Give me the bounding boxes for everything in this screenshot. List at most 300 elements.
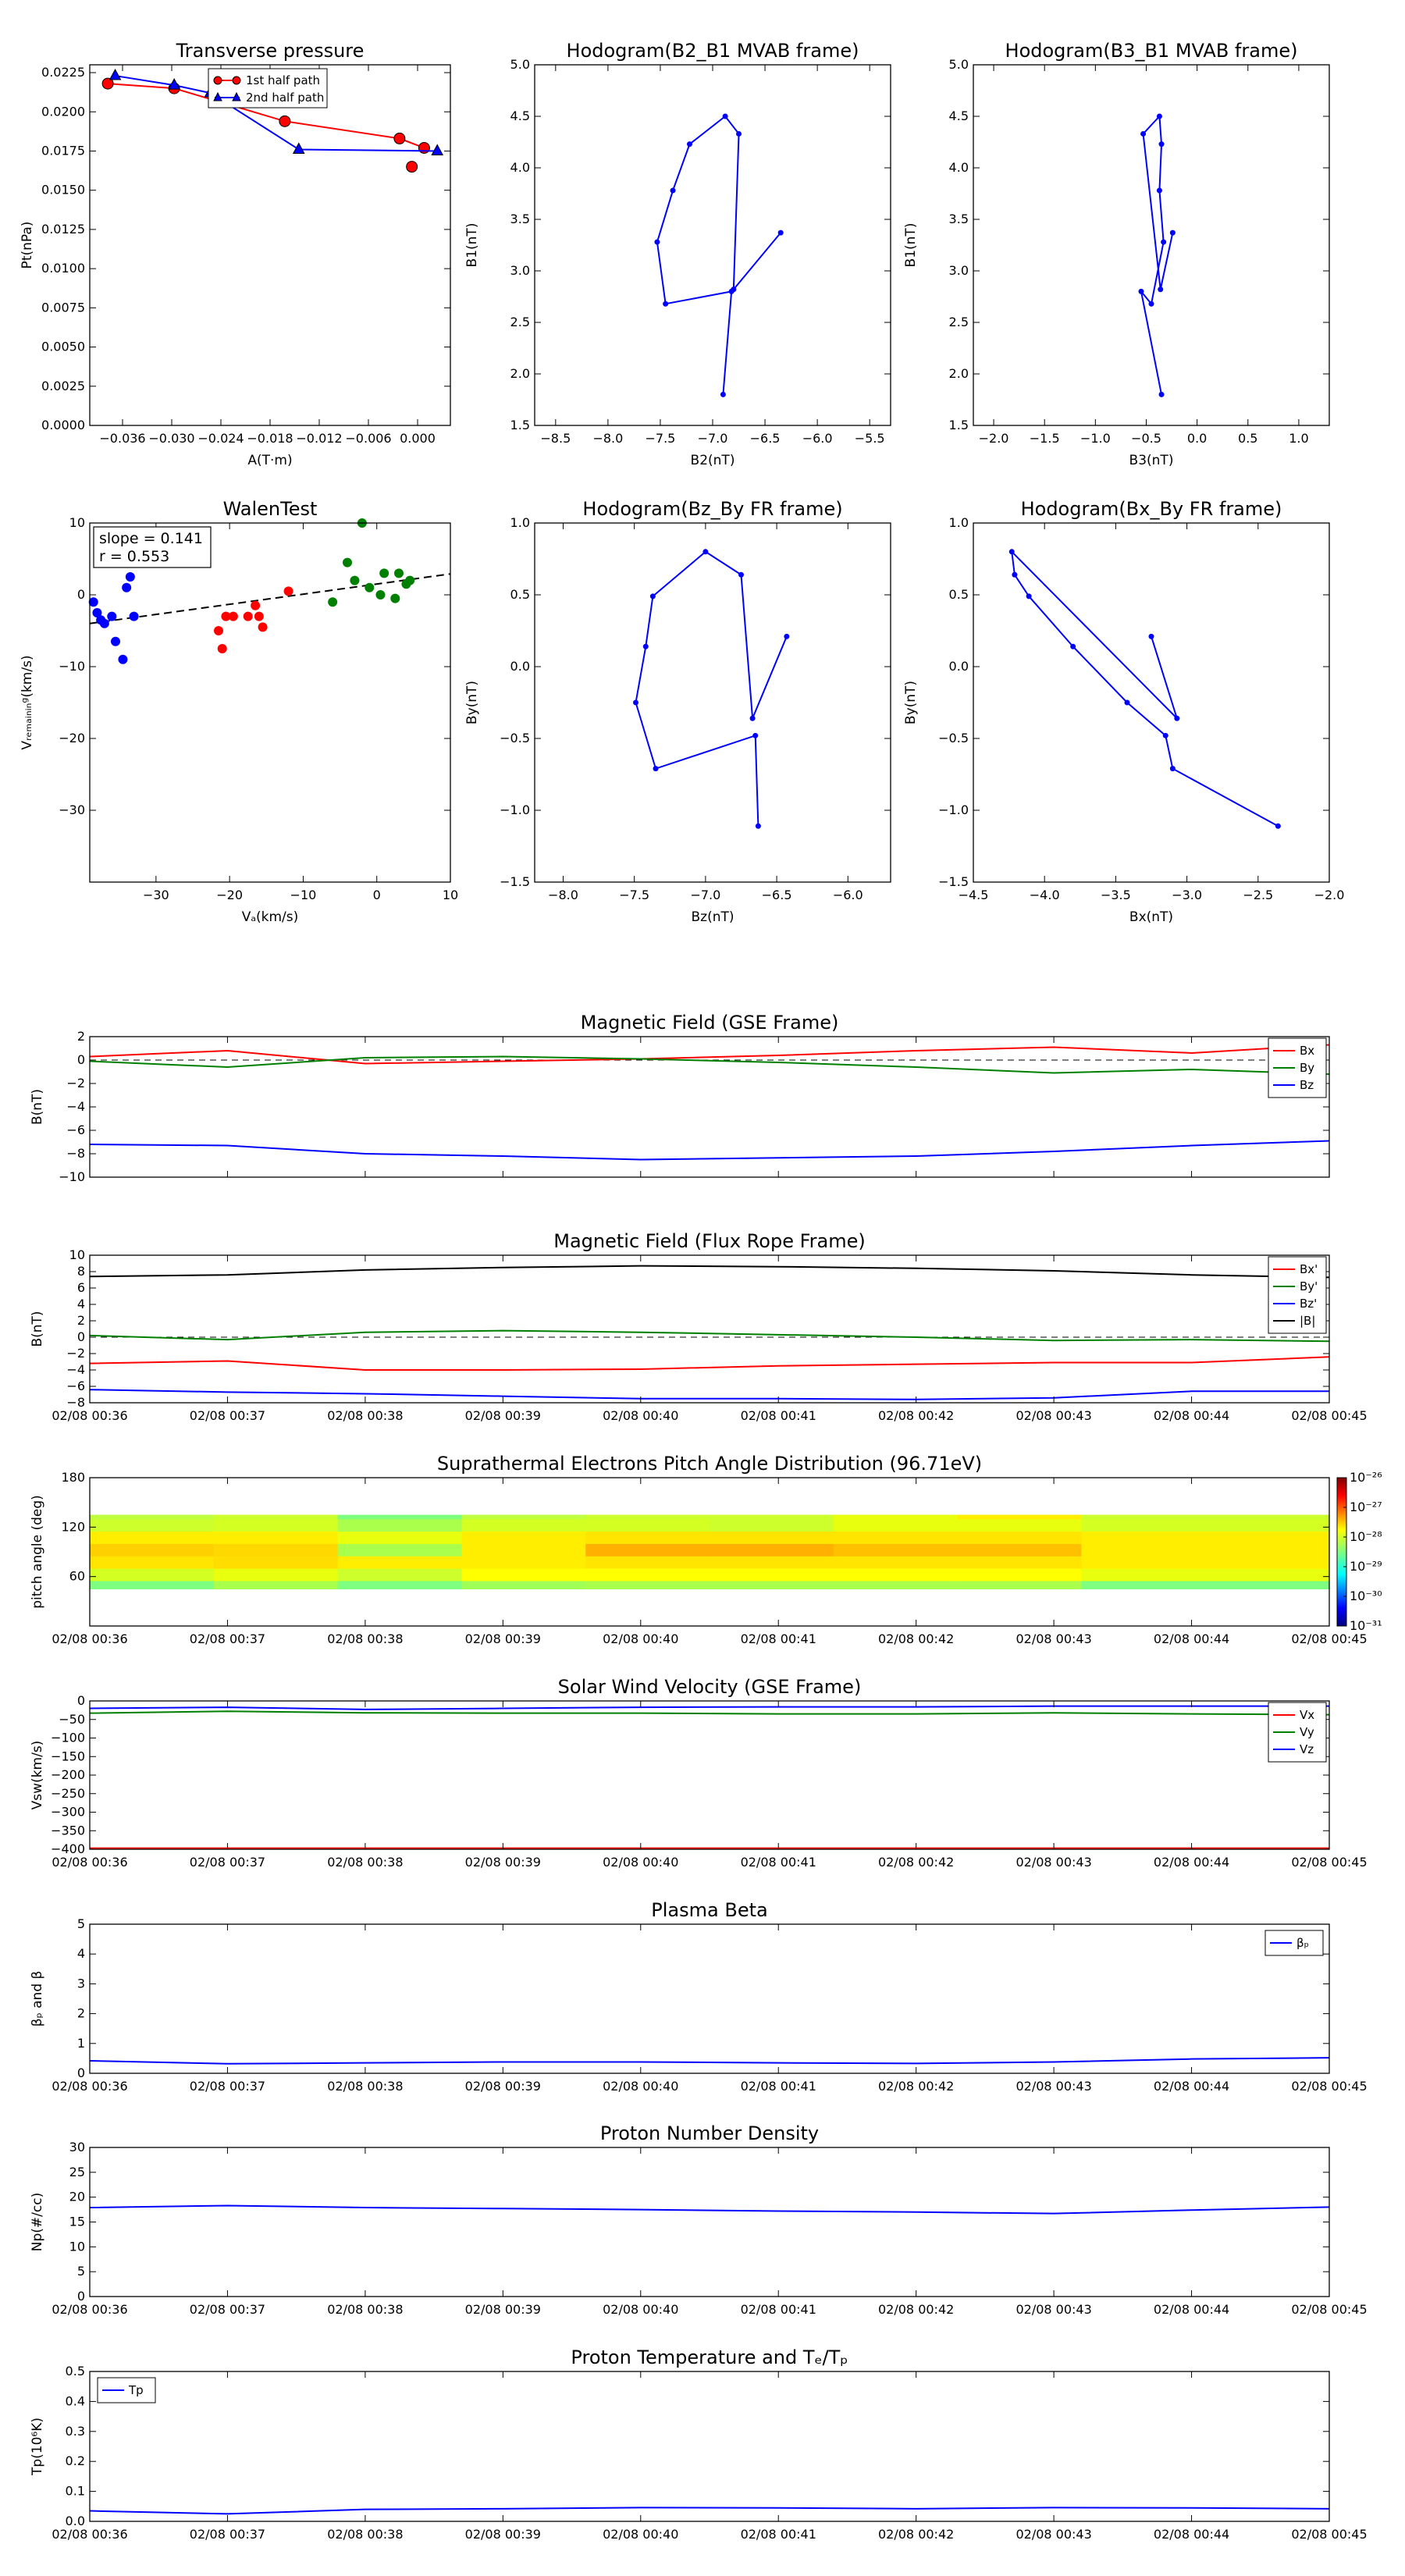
y-tick-label: 0.5 [65, 2364, 85, 2379]
x-tick-label: −1.5 [1029, 431, 1060, 446]
heatmap-cell [1205, 1568, 1329, 1581]
x-tick-label: 02/08 00:38 [327, 1408, 404, 1423]
y-tick-label: −8 [66, 1146, 85, 1161]
heatmap-cell [585, 1581, 710, 1589]
heatmap-cell [710, 1556, 834, 1568]
y-tick-label: −6 [66, 1379, 85, 1393]
heatmap-cell [90, 1532, 214, 1544]
x-tick-label: 0.5 [1238, 431, 1258, 446]
chart-title: Hodogram(Bx_By FR frame) [1020, 498, 1282, 520]
y-tick-label: 4 [76, 1297, 85, 1311]
x-tick-label: −3.0 [1172, 888, 1203, 902]
x-tick-label: 02/08 00:44 [1153, 2302, 1230, 2317]
x-tick-label: 02/08 00:45 [1291, 1408, 1368, 1423]
data-point [1070, 644, 1076, 649]
y-tick-label: 1.0 [510, 515, 530, 530]
heatmap-cell [834, 1543, 958, 1556]
y-tick-label: 6 [76, 1280, 85, 1295]
y-tick-label: 4.5 [510, 109, 530, 123]
y-tick-label: −0.5 [938, 731, 969, 745]
legend-label: Vx [1300, 1708, 1315, 1722]
x-tick-label: 02/08 00:45 [1291, 1855, 1368, 1870]
heatmap-cell [338, 1568, 462, 1581]
heatmap-cell [214, 1556, 338, 1568]
x-tick-label: 02/08 00:38 [327, 2527, 404, 2542]
heatmap-cell [958, 1515, 1082, 1520]
sw-velocity-chart [30, 1676, 1368, 1870]
x-tick-label: −10 [290, 888, 317, 902]
x-tick-label: 02/08 00:39 [464, 1408, 541, 1423]
annotation-text: slope = 0.141 [99, 530, 203, 547]
y-tick-label: −8 [66, 1395, 85, 1410]
heatmap-cell [585, 1543, 710, 1556]
y-tick-label: −350 [51, 1823, 85, 1838]
heatmap-cell [338, 1556, 462, 1568]
y-tick-label: −150 [51, 1749, 85, 1764]
x-tick-label: 02/08 00:42 [878, 1631, 955, 1646]
y-tick-label: 0.0 [510, 659, 530, 674]
data-point [254, 612, 264, 621]
x-tick-label: 02/08 00:37 [189, 2079, 266, 2094]
heatmap-cell [585, 1519, 710, 1532]
chart-title: Hodogram(Bz_By FR frame) [582, 498, 843, 520]
y-axis-label: βₚ and β [30, 1970, 45, 2027]
heatmap-cell [958, 1581, 1082, 1589]
x-tick-label: −0.006 [345, 431, 392, 446]
data-point [1009, 549, 1015, 554]
heatmap-cell [461, 1543, 585, 1556]
x-tick-label: 02/08 00:38 [327, 2079, 404, 2094]
data-point [229, 612, 238, 621]
heatmap-cell [338, 1543, 462, 1556]
x-tick-label: 02/08 00:43 [1016, 1855, 1092, 1870]
x-tick-label: −2.0 [1314, 888, 1345, 902]
chart-title: Suprathermal Electrons Pitch Angle Distribution (96.71eV) [436, 1453, 983, 1475]
data-point [1170, 766, 1176, 771]
y-tick-label: 5 [76, 1916, 85, 1931]
y-tick-label: 0.3 [65, 2423, 85, 2439]
y-axis-label: Vᵣₑₘₐᵢₙᵢₙᵍ(km/s) [20, 655, 35, 750]
y-tick-label: 0.4 [65, 2393, 85, 2409]
y-tick-label: 1.5 [510, 418, 530, 432]
x-tick-label: −0.018 [247, 431, 293, 446]
data-point [110, 69, 121, 80]
data-point [650, 593, 656, 599]
heatmap-cell [214, 1532, 338, 1544]
y-axis-label: Vsw(km/s) [30, 1740, 45, 1810]
x-tick-label: 02/08 00:37 [189, 2527, 266, 2542]
heatmap-cell [338, 1519, 462, 1532]
heatmap-cell [1205, 1556, 1329, 1568]
heatmap-cell [834, 1532, 958, 1544]
data-point [432, 144, 443, 155]
y-tick-label: −1.5 [500, 874, 530, 889]
data-point [1124, 700, 1129, 706]
legend-label: Tp [129, 2383, 144, 2397]
y-tick-label: 15 [69, 2214, 85, 2229]
colorbar-tick-label: 10⁻²⁶ [1350, 1470, 1382, 1485]
walen-test-chart [20, 498, 458, 925]
plot-frame [90, 1701, 1329, 1849]
data-point [244, 612, 253, 621]
hodogram-b2-b1-chart [464, 40, 891, 468]
y-tick-label: −1.0 [938, 802, 969, 817]
x-tick-label: −7.5 [619, 888, 650, 902]
heatmap-cell [338, 1581, 462, 1589]
heatmap-cell [214, 1543, 338, 1556]
data-point [100, 619, 109, 628]
data-point [111, 637, 120, 646]
x-tick-label: 02/08 00:40 [603, 2527, 679, 2542]
heatmap-cell [461, 1519, 585, 1532]
series-line [90, 1357, 1329, 1370]
x-tick-label: 02/08 00:38 [327, 1855, 404, 1870]
x-tick-label: 02/08 00:42 [878, 2302, 955, 2317]
y-axis-label: B1(nT) [464, 222, 480, 268]
y-tick-label: 0.0175 [41, 143, 85, 158]
x-tick-label: −0.012 [296, 431, 343, 446]
x-tick-label: 02/08 00:39 [464, 1855, 541, 1870]
x-tick-label: −6.0 [832, 888, 863, 902]
y-tick-label: 1 [76, 2035, 85, 2051]
y-tick-label: −2 [66, 1076, 85, 1091]
data-point [1159, 392, 1165, 397]
heatmap-cell [1081, 1568, 1205, 1581]
series-line [90, 1706, 1329, 1710]
series-line [90, 1057, 1329, 1075]
y-axis-label: B(nT) [30, 1088, 45, 1126]
x-axis-label: Vₐ(km/s) [241, 909, 299, 925]
transverse-pressure-chart [20, 40, 450, 468]
series-line [1012, 552, 1278, 826]
heatmap-cell [214, 1515, 338, 1520]
annotation-text: r = 0.553 [99, 548, 170, 565]
x-tick-label: 02/08 00:42 [878, 1408, 955, 1423]
y-tick-label: 0.0075 [41, 300, 85, 315]
data-point [214, 626, 223, 635]
data-point [284, 586, 293, 596]
data-point [784, 634, 789, 639]
x-tick-label: 02/08 00:42 [878, 2079, 955, 2094]
y-tick-label: −6 [66, 1123, 85, 1137]
y-tick-label: 0.0125 [41, 221, 85, 237]
y-tick-label: 0.0150 [41, 182, 85, 197]
x-tick-label: −2.0 [978, 431, 1009, 446]
data-point [736, 131, 742, 137]
data-point [1159, 141, 1165, 147]
x-tick-label: −6.5 [761, 888, 792, 902]
x-tick-label: 02/08 00:42 [878, 1855, 955, 1870]
heatmap-cell [90, 1543, 214, 1556]
chart-title: Magnetic Field (Flux Rope Frame) [553, 1230, 866, 1252]
heatmap-cell [90, 1515, 214, 1520]
y-tick-label: 0.2 [65, 2453, 85, 2469]
x-tick-label: −0.030 [148, 431, 195, 446]
data-point [1157, 188, 1162, 194]
y-tick-label: 3.5 [510, 212, 530, 226]
data-point [778, 230, 784, 236]
x-tick-label: 02/08 00:41 [740, 2079, 816, 2094]
chart-title: Magnetic Field (GSE Frame) [580, 1012, 839, 1034]
series-line [90, 2507, 1329, 2514]
hodogram-bz-by-chart [464, 498, 891, 925]
heatmap-cell [834, 1556, 958, 1568]
plot-frame [973, 523, 1329, 882]
x-tick-label: 02/08 00:40 [603, 1855, 679, 1870]
data-point [350, 576, 359, 585]
data-point [654, 240, 660, 245]
x-tick-label: 02/08 00:44 [1153, 2527, 1230, 2542]
colorbar [1337, 1478, 1346, 1626]
series-line [90, 1141, 1329, 1160]
x-tick-label: 02/08 00:43 [1016, 2302, 1092, 2317]
x-tick-label: 10 [442, 888, 459, 902]
plot-frame [90, 2371, 1329, 2521]
x-tick-label: 0.0 [1186, 431, 1208, 446]
x-tick-label: 02/08 00:39 [464, 1631, 541, 1646]
data-point [293, 143, 304, 153]
data-point [328, 597, 337, 607]
legend-marker [214, 76, 222, 84]
plot-frame [90, 1255, 1329, 1403]
x-tick-label: 02/08 00:45 [1291, 1631, 1368, 1646]
data-point [1158, 286, 1163, 292]
data-point [723, 114, 728, 119]
x-tick-label: −4.0 [1029, 888, 1060, 902]
y-tick-label: 120 [61, 1519, 85, 1535]
chart-title: Plasma Beta [651, 1899, 768, 1921]
data-point [1170, 230, 1176, 236]
data-point [720, 392, 726, 397]
y-tick-label: −4 [66, 1362, 85, 1377]
heatmap-cell [461, 1556, 585, 1568]
legend-label: Vz [1300, 1742, 1314, 1756]
series-line [90, 1331, 1329, 1342]
heatmap-cell [214, 1581, 338, 1589]
heatmap-cell [90, 1556, 214, 1568]
heatmap-cell [338, 1515, 462, 1520]
x-tick-label: 02/08 00:37 [189, 1408, 266, 1423]
y-tick-label: 3.0 [510, 263, 530, 278]
x-tick-label: 02/08 00:36 [52, 1631, 128, 1646]
data-point [738, 572, 744, 578]
y-tick-label: 30 [69, 2140, 85, 2154]
y-tick-label: 4 [76, 1946, 85, 1962]
data-point [1026, 593, 1032, 599]
y-axis-label: pitch angle (deg) [30, 1495, 45, 1609]
y-tick-label: 2.0 [948, 366, 969, 381]
legend-label: Bz [1300, 1078, 1314, 1092]
plasma-beta-chart [30, 1899, 1368, 2094]
x-tick-label: 02/08 00:44 [1153, 1408, 1230, 1423]
legend-label: 2nd half path [246, 91, 325, 105]
y-tick-label: 2.5 [948, 315, 969, 329]
y-axis-label: By(nT) [464, 680, 480, 725]
x-axis-label: B2(nT) [690, 453, 735, 468]
heatmap-cell [1081, 1543, 1205, 1556]
data-point [258, 622, 268, 632]
colorbar-tick-label: 10⁻³¹ [1350, 1618, 1382, 1633]
y-tick-label: 0.0 [65, 2514, 85, 2528]
x-tick-label: −20 [216, 888, 244, 902]
data-point [643, 644, 649, 649]
heatmap-cell [834, 1568, 958, 1581]
x-tick-label: −6.0 [802, 431, 833, 446]
heatmap-cell [958, 1543, 1082, 1556]
x-tick-label: 02/08 00:36 [52, 2527, 128, 2542]
heatmap-cell [90, 1568, 214, 1581]
series-line [90, 1389, 1329, 1400]
y-axis-label: B(nT) [30, 1311, 45, 1347]
data-point [663, 301, 668, 307]
legend-marker [233, 76, 240, 84]
x-tick-label: −4.5 [958, 888, 989, 902]
y-tick-label: 0.0100 [41, 261, 85, 276]
data-point [379, 568, 389, 578]
plot-frame [535, 523, 891, 882]
x-tick-label: −6.5 [749, 431, 781, 446]
data-point [405, 576, 414, 585]
x-tick-label: −5.5 [854, 431, 885, 446]
x-tick-label: −7.0 [690, 888, 721, 902]
heatmap-cell [338, 1532, 462, 1544]
series-line [636, 552, 787, 826]
x-tick-label: 02/08 00:39 [464, 2079, 541, 2094]
y-tick-label: −20 [59, 731, 85, 745]
heatmap-cell [90, 1519, 214, 1532]
y-tick-label: −300 [51, 1804, 85, 1820]
chart-title: Transverse pressure [176, 40, 365, 62]
x-tick-label: 02/08 00:44 [1153, 1631, 1230, 1646]
x-axis-label: B3(nT) [1129, 453, 1174, 468]
x-tick-label: 02/08 00:43 [1016, 2527, 1092, 2542]
heatmap-cell [1081, 1581, 1205, 1589]
data-point [633, 700, 638, 706]
x-tick-label: −8.0 [548, 888, 578, 902]
y-tick-label: −2 [66, 1346, 85, 1361]
heatmap-cell [710, 1568, 834, 1581]
hodogram-b3-b1-chart [903, 40, 1329, 468]
x-tick-label: 02/08 00:38 [327, 1631, 404, 1646]
x-axis-label: Bz(nT) [691, 909, 735, 925]
legend-label: Bz' [1300, 1297, 1318, 1311]
heatmap-cell [214, 1519, 338, 1532]
heatmap-cell [585, 1515, 710, 1520]
hodogram-bx-by-chart [903, 498, 1344, 925]
x-tick-label: 02/08 00:45 [1291, 2079, 1368, 2094]
data-point [653, 766, 659, 771]
heatmap-cell [1081, 1515, 1205, 1520]
y-tick-label: 0.0 [948, 659, 969, 674]
y-tick-label: 1.0 [948, 515, 969, 530]
y-tick-label: −50 [59, 1711, 85, 1727]
y-tick-label: 0 [76, 1693, 85, 1708]
heatmap-cell [90, 1581, 214, 1589]
chart-title: Hodogram(B3_B1 MVAB frame) [1005, 40, 1298, 62]
heatmap-cell [710, 1543, 834, 1556]
data-point [394, 133, 405, 144]
legend-label: Bx' [1300, 1262, 1318, 1276]
y-tick-label: 2 [76, 1029, 85, 1044]
legend-label: 1st half path [246, 73, 321, 87]
heatmap-cell [710, 1519, 834, 1532]
heatmap-cell [958, 1519, 1082, 1532]
data-point [687, 141, 692, 147]
data-point [251, 601, 260, 610]
x-tick-label: −0.5 [1131, 431, 1161, 446]
y-tick-label: 0 [76, 1329, 85, 1344]
x-tick-label: 02/08 00:45 [1291, 2302, 1368, 2317]
y-tick-label: −10 [59, 659, 85, 674]
data-point [1149, 634, 1154, 639]
colorbar-tick-label: 10⁻²⁷ [1350, 1500, 1382, 1514]
y-tick-label: 4.0 [948, 160, 969, 175]
data-point [279, 116, 290, 126]
heatmap-cell [585, 1556, 710, 1568]
x-tick-label: −0.036 [99, 431, 146, 446]
data-point [756, 824, 761, 829]
y-tick-label: 5.0 [948, 57, 969, 72]
y-tick-label: 8 [76, 1264, 85, 1279]
legend-label: Vy [1300, 1725, 1314, 1739]
y-tick-label: 2.5 [510, 315, 530, 329]
chart-title: Solar Wind Velocity (GSE Frame) [557, 1676, 862, 1698]
heatmap-cell [461, 1532, 585, 1544]
series-line [90, 1266, 1329, 1278]
heatmap-cell [461, 1581, 585, 1589]
y-tick-label: −4 [66, 1099, 85, 1114]
y-tick-label: 1.5 [948, 418, 969, 432]
data-point [126, 572, 135, 582]
x-tick-label: 02/08 00:41 [740, 1855, 816, 1870]
heatmap-cell [710, 1515, 834, 1520]
x-tick-label: 02/08 00:43 [1016, 1408, 1092, 1423]
heatmap-cell [834, 1519, 958, 1532]
y-tick-label: 0.5 [948, 587, 969, 602]
heatmap-cell [958, 1532, 1082, 1544]
x-tick-label: 02/08 00:40 [603, 1408, 679, 1423]
chart-title: WalenTest [222, 498, 318, 520]
data-point [390, 594, 400, 603]
x-tick-label: −7.0 [697, 431, 728, 446]
x-tick-label: 02/08 00:41 [740, 1408, 816, 1423]
x-tick-label: 02/08 00:40 [603, 2302, 679, 2317]
heatmap-cell [1081, 1519, 1205, 1532]
heatmap-cell [958, 1556, 1082, 1568]
legend-label: |B| [1300, 1314, 1316, 1328]
data-point [752, 733, 758, 738]
heatmap-cell [710, 1532, 834, 1544]
plot-frame [973, 65, 1329, 425]
data-point [343, 558, 352, 568]
y-tick-label: −0.5 [500, 731, 530, 745]
heatmap-cell [710, 1581, 834, 1589]
y-tick-label: 4.0 [510, 160, 530, 175]
y-tick-label: 5 [76, 2264, 85, 2279]
y-tick-label: 4.5 [948, 109, 969, 123]
y-tick-label: −200 [51, 1767, 85, 1782]
data-point [118, 655, 127, 664]
heatmap-cell [214, 1568, 338, 1581]
x-tick-label: 02/08 00:44 [1153, 2079, 1230, 2094]
y-tick-label: −250 [51, 1785, 85, 1801]
heatmap-cell [461, 1568, 585, 1581]
legend-label: βₚ [1297, 1936, 1309, 1950]
plot-frame [535, 65, 891, 425]
y-tick-label: 0.5 [510, 587, 530, 602]
x-tick-label: 0.000 [400, 431, 436, 446]
x-tick-label: 02/08 00:38 [327, 2302, 404, 2317]
